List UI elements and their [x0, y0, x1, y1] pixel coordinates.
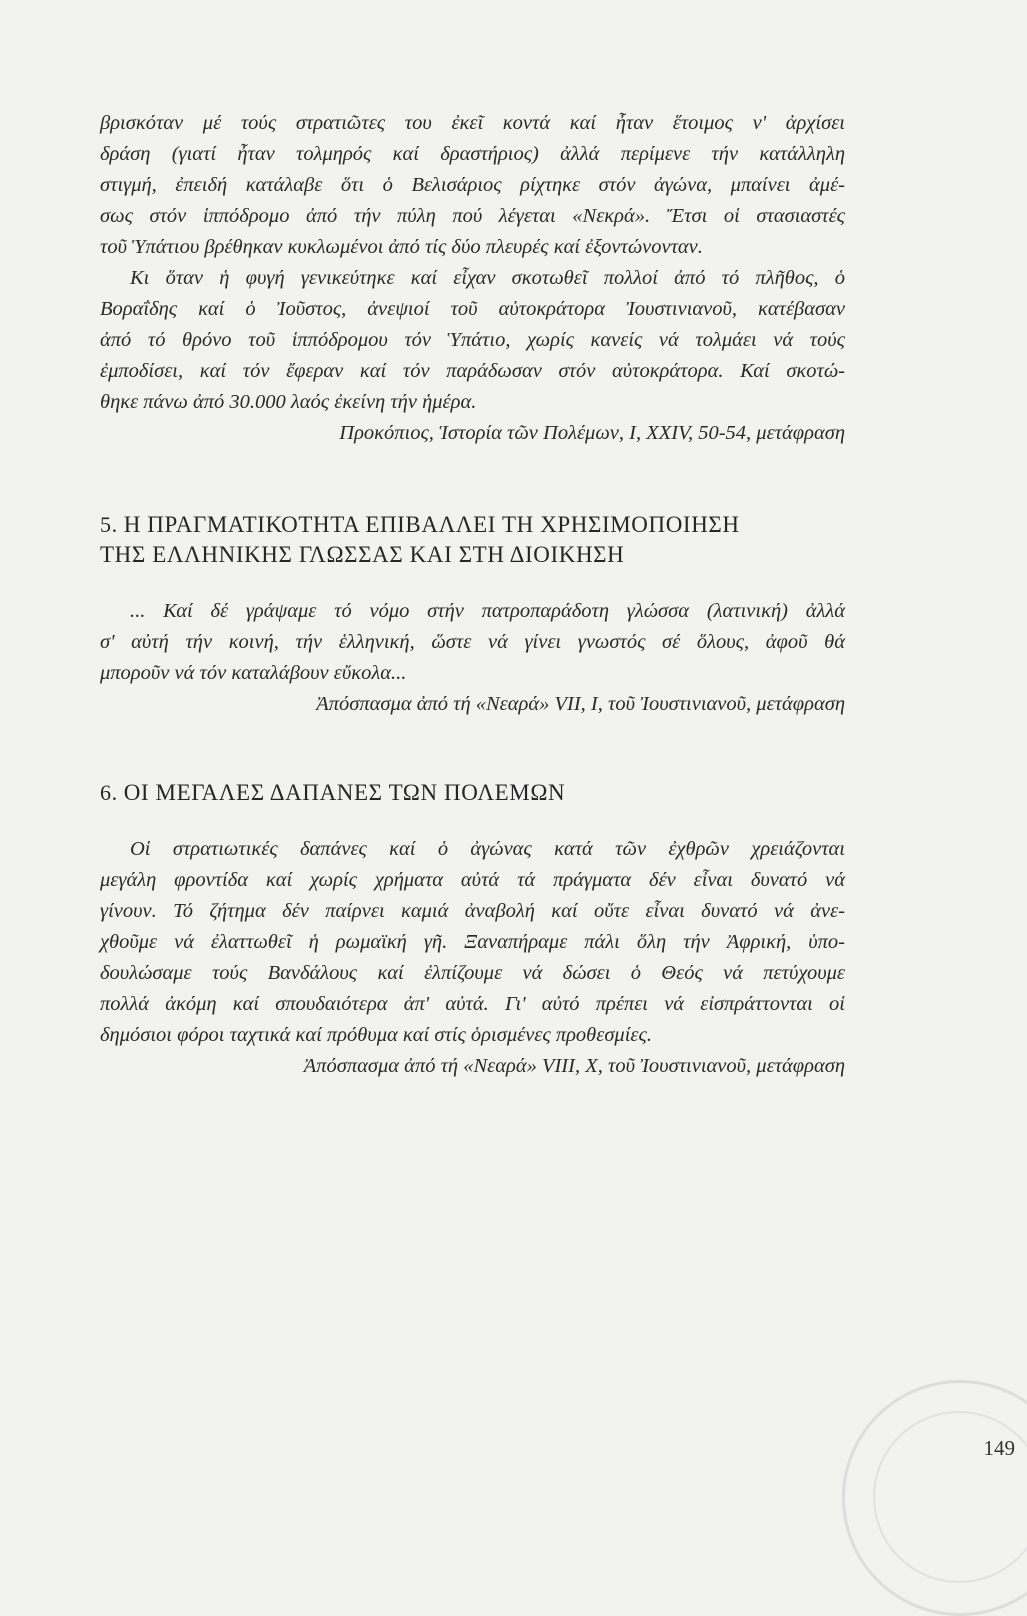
text-line: βρισκόταν μέ τούς στρατιῶτες του ἐκεῖ κοντά καί ἦταν ἕτοιμος ν' ἀρχίσει	[100, 112, 845, 134]
library-stamp	[842, 1380, 1027, 1616]
text-line: δράση (γιατί ἦταν τολμηρός καί δραστήριος) ἀλλά περίμενε τήν κατάλληλη	[100, 143, 845, 165]
text-line: γίνουν. Τό ζήτημα δέν παίρνει καμιά ἀναβολή καί οὔτε εἶναι δυνατό νά ἀνε-	[100, 900, 845, 922]
text-line: Κι ὅταν ἡ φυγή γενικεύτηκε καί εἶχαν σκοτωθεῖ πολλοί ἀπό τό πλῆθος, ὁ	[130, 267, 845, 289]
text-line: θηκε πάνω ἀπό 30.000 λαός ἐκείνη τήν ἡμέρα.	[100, 391, 477, 413]
text-line: Οἱ στρατιωτικές δαπάνες καί ὁ ἀγώνας κατά τῶν ἐχθρῶν χρειάζονται	[130, 838, 845, 860]
source-citation: Ἀπόσπασμα ἀπό τή «Νεαρά» VII, Ι, τοῦ Ἰουστινιανοῦ, μετάφραση	[316, 693, 845, 715]
source-citation: Ἀπόσπασμα ἀπό τή «Νεαρά» VIII, X, τοῦ Ἰουστινιανοῦ, μετάφραση	[303, 1055, 845, 1077]
text-line: τοῦ Ὑπάτιου βρέθηκαν κυκλωμένοι ἀπό τίς δύο πλευρές καί ἐξοντώνονταν.	[100, 236, 703, 258]
section-title: Η ΠΡΑΓΜΑΤΙΚΟΤΗΤΑ ΕΠΙΒΑΛΛΕΙ ΤΗ ΧΡΗΣΙΜΟΠΟΙΗΣΗ	[123, 512, 740, 537]
section-title-line2: ΤΗΣ ΕΛΛΗΝΙΚΗΣ ΓΛΩΣΣΑΣ ΚΑΙ ΣΤΗ ΔΙΟΙΚΗΣΗ	[100, 542, 625, 567]
source-citation: Προκόπιος, Ἱστορία τῶν Πολέμων, Ι, XXIV, 50-54, μετάφραση	[339, 422, 845, 444]
text-line: πολλά ἀκόμη καί σπουδαιότερα ἀπ' αὐτά. Γι' αὐτό πρέπει νά εἰσπράττονται οἱ	[100, 993, 845, 1015]
page-number: 149	[983, 1436, 1015, 1460]
section-6-heading	[100, 778, 860, 808]
text-line: σως στόν ἱππόδρομο ἀπό τήν πύλη πού λέγεται «Νεκρά». Ἔτσι οἱ στασιαστές	[100, 205, 845, 227]
text-line: στιγμή, ἐπειδή κατάλαβε ὅτι ὁ Βελισάριος ρίχτηκε στόν ἀγώνα, μπαίνει ἀμέ-	[100, 174, 845, 196]
section-6-body	[100, 834, 845, 1082]
section-5-heading	[100, 510, 860, 570]
text-line: ἐμποδίσει, καί τόν ἔφεραν καί τόν παράδωσαν στόν αὐτοκράτορα. Καί σκοτώ-	[100, 360, 845, 382]
section-title: ΟΙ ΜΕΓΑΛΕΣ ΔΑΠΑΝΕΣ ΤΩΝ ΠΟΛΕΜΩΝ	[123, 780, 566, 805]
text-line: ... Καί δέ γράψαμε τό νόμο στήν πατροπαράδοτη γλώσσα (λατινική) ἀλλά	[130, 600, 845, 622]
section-number: 5.	[100, 512, 118, 537]
section-5-body	[100, 596, 845, 720]
text-line: μποροῦν νά τόν καταλάβουν εὔκολα...	[100, 662, 407, 684]
text-line: σ' αὐτή τήν κοινή, τήν ἑλληνική, ὥστε νά γίνει γνωστός σέ ὅλους, ἀφοῦ θά	[100, 631, 845, 653]
text-line: δημόσιοι φόροι ταχτικά καί πρόθυμα καί στίς ὁρισμένες προθεσμίες.	[100, 1024, 652, 1046]
section-number: 6.	[100, 780, 118, 805]
text-line: δουλώσαμε τούς Βανδάλους καί ἐλπίζουμε νά δώσει ὁ Θεός νά πετύχουμε	[100, 962, 845, 984]
text-line: χθοῦμε νά ἐλαττωθεῖ ἡ ρωμαϊκή γῆ. Ξαναπήραμε πάλι ὅλη τήν Ἀφρική, ὑπο-	[100, 931, 845, 953]
text-line: ἀπό τό θρόνο τοῦ ἱππόδρομου τόν Ὑπάτιο, χωρίς κανείς νά τολμάει νά τούς	[100, 329, 845, 351]
text-line: μεγάλη φροντίδα καί χωρίς χρήματα αὐτά τά πράγματα δέν εἶναι δυνατό νά	[100, 869, 845, 891]
passage-procopius	[100, 108, 845, 449]
text-line: Βοραΐδης καί ὁ Ἰοῦστος, ἀνεψιοί τοῦ αὐτοκράτορα Ἰουστινιανοῦ, κατέβασαν	[100, 298, 845, 320]
